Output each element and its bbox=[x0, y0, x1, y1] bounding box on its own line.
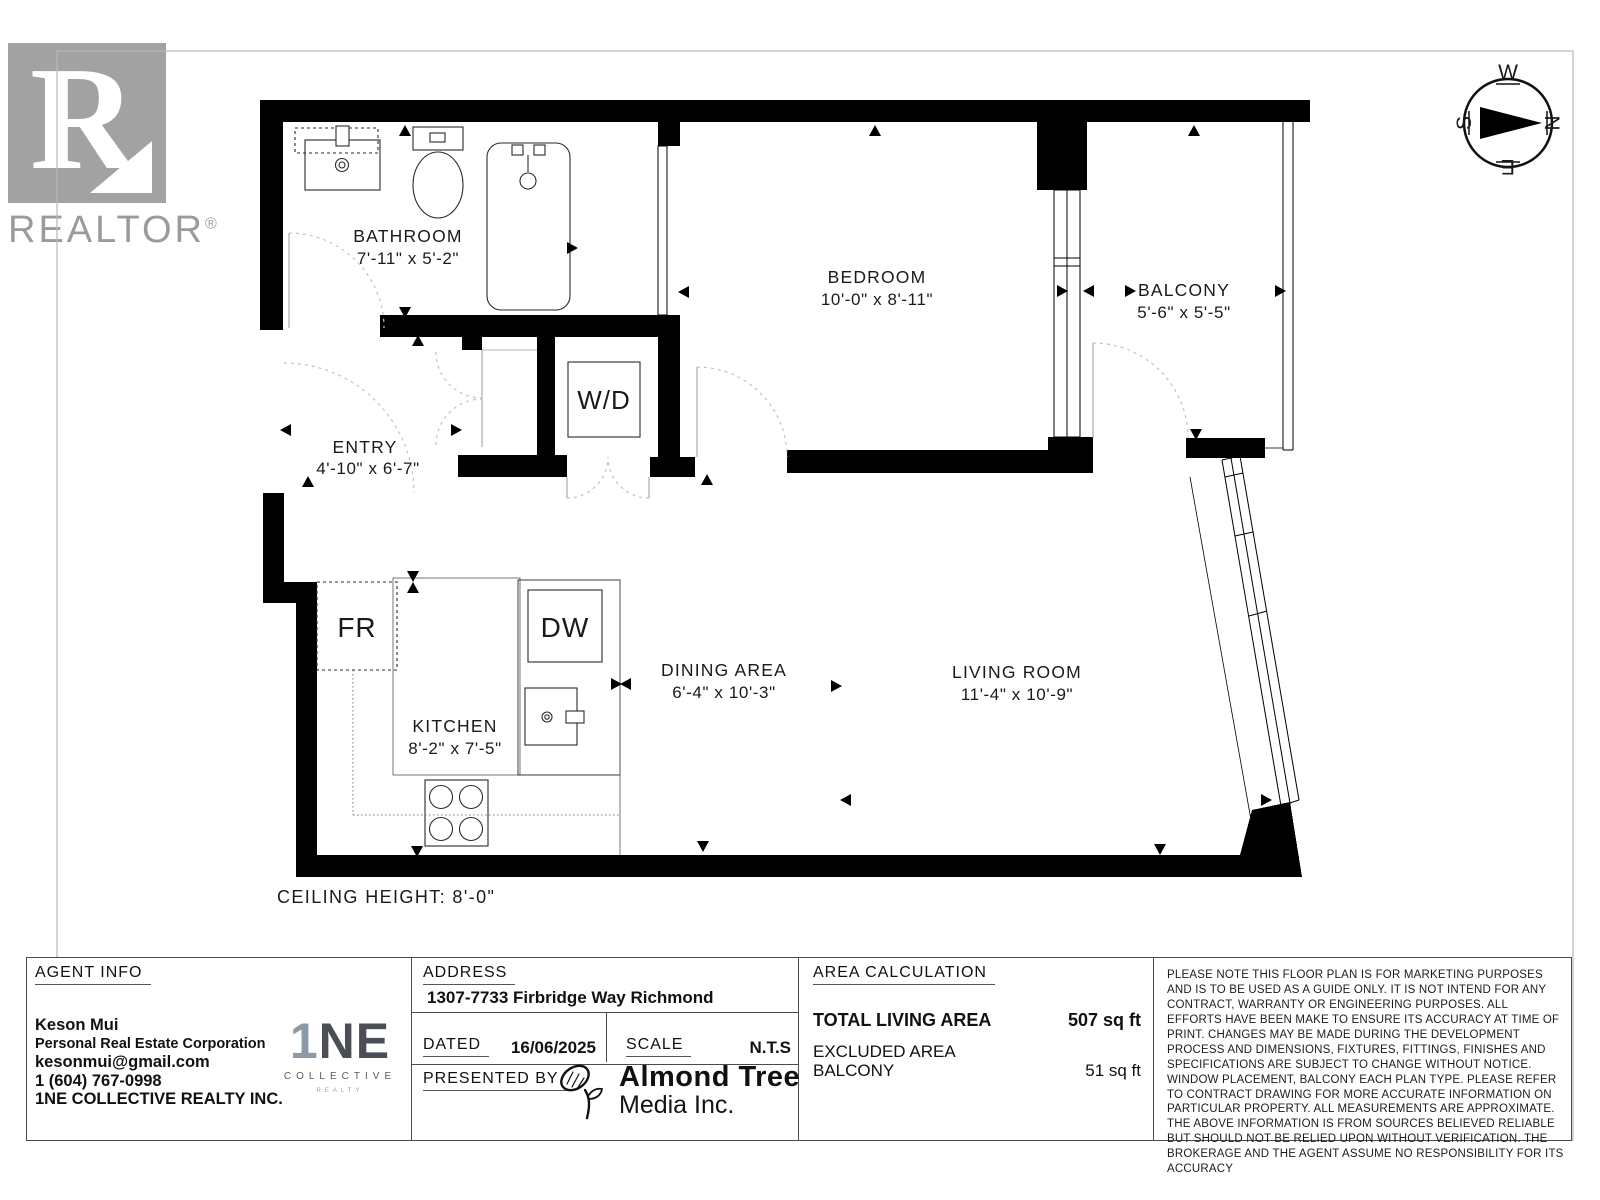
balcony-area-label: BALCONY bbox=[813, 1061, 895, 1080]
dining-dims: 6'-4" x 10'-3" bbox=[672, 683, 776, 702]
bedroom-label: BEDROOM bbox=[827, 267, 927, 287]
info-table bbox=[26, 957, 1572, 1176]
bathroom-dims: 7'-11" x 5'-2" bbox=[356, 249, 460, 268]
bathroom-fixtures bbox=[295, 126, 570, 310]
living-label: LIVING ROOM bbox=[952, 662, 1082, 682]
dated-value: 16/06/2025 bbox=[510, 1038, 596, 1057]
dishwasher-label: DW bbox=[540, 612, 590, 643]
bedroom-dims: 10'-0" x 8'-11" bbox=[820, 290, 934, 309]
almond-tree-icon bbox=[557, 1062, 611, 1124]
disclaimer-text: PLEASE NOTE THIS FLOOR PLAN IS FOR MARKETING PURPOSES AND IS TO BE USED AS A GUIDE ONLY. IT IS NOT INTEND FOR ANY CONTRACT, WARRANTY OR ENGINEERING PURPOSES. ALL EFFORTS HAVE BEEN MAKE TO ENSURE ITS ACCURACY AT TIME OF PRINT. CHANGES MAY BE MADE DURING THE DEVELOPMENT PROCESS AND DIMENSIONS, FIXTURES, FITTINGS, FINISHES AND SPECIFICATIONS ARE SUBJECT TO CHANGE WITHOUT NOTICE. WINDOW PLACEMENT, BALCONY EACH PLAN TYPE. PLEASE REFER TO CONTRACT DRAWING FOR MORE ACCURATE INFORMATION ON PARTICULAR PROPERTY. ALL MEASUREMENTS ARE APPROXIMATE. THE ABOVE INFORMATION IS FROM SOURCES BELIEVED RELIABLE BUT SHOULD NOT BE RELIED UPON WITHOUT VERIFICATION. THE BROKERAGE AND THE AGENT ASSUME NO RESPONSIBILITY FOR ITS ACCURACY bbox=[1167, 969, 1564, 1176]
kitchen-sink-icon bbox=[525, 688, 584, 745]
compass-north: N bbox=[1540, 115, 1563, 131]
one-logo-realty: REALTY bbox=[316, 1088, 364, 1094]
bathroom-partition-window bbox=[658, 146, 667, 315]
compass-south: S bbox=[1453, 115, 1476, 131]
living-dims: 11'-4" x 10'-9" bbox=[960, 685, 1074, 704]
balcony-railing bbox=[1265, 122, 1293, 450]
ceiling-height-note: CEILING HEIGHT: 8'-0" bbox=[277, 887, 496, 907]
excluded-area-label: EXCLUDED AREA bbox=[813, 1042, 956, 1061]
one-logo-1: 1 bbox=[289, 1013, 319, 1069]
one-collective-logo bbox=[275, 1013, 405, 1094]
balcony-area-row bbox=[813, 1061, 1141, 1081]
agent-email: kesonmui@gmail.com bbox=[35, 1053, 210, 1071]
table-divider bbox=[411, 1012, 798, 1013]
table-divider bbox=[1153, 958, 1154, 1140]
toilet-icon bbox=[413, 127, 463, 218]
address-header: ADDRESS bbox=[423, 964, 515, 985]
table-divider bbox=[411, 958, 412, 1140]
scale-value: N.T.S bbox=[749, 1038, 791, 1057]
total-living-area-label: TOTAL LIVING AREA bbox=[813, 1010, 992, 1030]
area-calculation-header: AREA CALCULATION bbox=[813, 964, 995, 985]
agent-phone: 1 (604) 767-0998 bbox=[35, 1071, 162, 1090]
entry-dims: 4'-10" x 6'-7" bbox=[316, 459, 420, 478]
one-logo-ne: NE bbox=[318, 1013, 391, 1069]
realtor-r-letter: R bbox=[30, 37, 137, 201]
almond-tree-suffix: Media Inc. bbox=[619, 1091, 735, 1119]
balcony-dims: 5'-6" x 5'-5" bbox=[1137, 303, 1231, 322]
balcony-label: BALCONY bbox=[1137, 280, 1231, 300]
agent-name: Keson Mui bbox=[35, 1016, 119, 1034]
balcony-area-value: 51 sq ft bbox=[1085, 1061, 1141, 1080]
dining-label: DINING AREA bbox=[660, 660, 788, 680]
almond-tree-name: Almond Tree bbox=[619, 1061, 801, 1093]
agent-info-header: AGENT INFO bbox=[35, 964, 151, 985]
agent-info bbox=[35, 1016, 283, 1109]
total-living-area-row bbox=[813, 1010, 1141, 1031]
table-divider bbox=[606, 1012, 607, 1062]
compass-needle-icon bbox=[1480, 107, 1542, 139]
counter-box bbox=[518, 580, 620, 775]
compass bbox=[1453, 61, 1563, 178]
almond-tree-logo bbox=[557, 1062, 800, 1124]
stove-icon bbox=[425, 780, 488, 846]
registered-symbol: ® bbox=[204, 215, 220, 233]
bathroom-sink-icon bbox=[295, 126, 380, 190]
bathtub-icon bbox=[487, 143, 570, 310]
compass-east: E bbox=[1500, 155, 1516, 178]
compass-west: W bbox=[1498, 61, 1518, 84]
fridge-label: FR bbox=[337, 612, 377, 643]
one-logo-collective: COLLECTIVE bbox=[283, 1071, 397, 1082]
total-living-area-value: 507 sq ft bbox=[1067, 1010, 1141, 1030]
scale-header: SCALE bbox=[626, 1036, 691, 1057]
washer-dryer-label: W/D bbox=[577, 385, 631, 415]
address-value: 1307-7733 Firbridge Way Richmond bbox=[427, 988, 714, 1007]
kitchen-dims: 8'-2" x 7'-5" bbox=[408, 739, 502, 758]
bathroom-label: BATHROOM bbox=[353, 226, 463, 246]
realtor-wordmark-text: REALTOR bbox=[8, 209, 205, 251]
agent-brokerage: 1NE COLLECTIVE REALTY INC. bbox=[35, 1090, 283, 1108]
walls bbox=[260, 100, 1310, 877]
dated-header: DATED bbox=[423, 1036, 489, 1057]
agent-title: Personal Real Estate Corporation bbox=[35, 1035, 266, 1052]
entry-label: ENTRY bbox=[332, 437, 398, 457]
living-room-window bbox=[1190, 456, 1299, 848]
kitchen-label: KITCHEN bbox=[412, 716, 498, 736]
presented-by-header: PRESENTED BY bbox=[423, 1070, 567, 1091]
